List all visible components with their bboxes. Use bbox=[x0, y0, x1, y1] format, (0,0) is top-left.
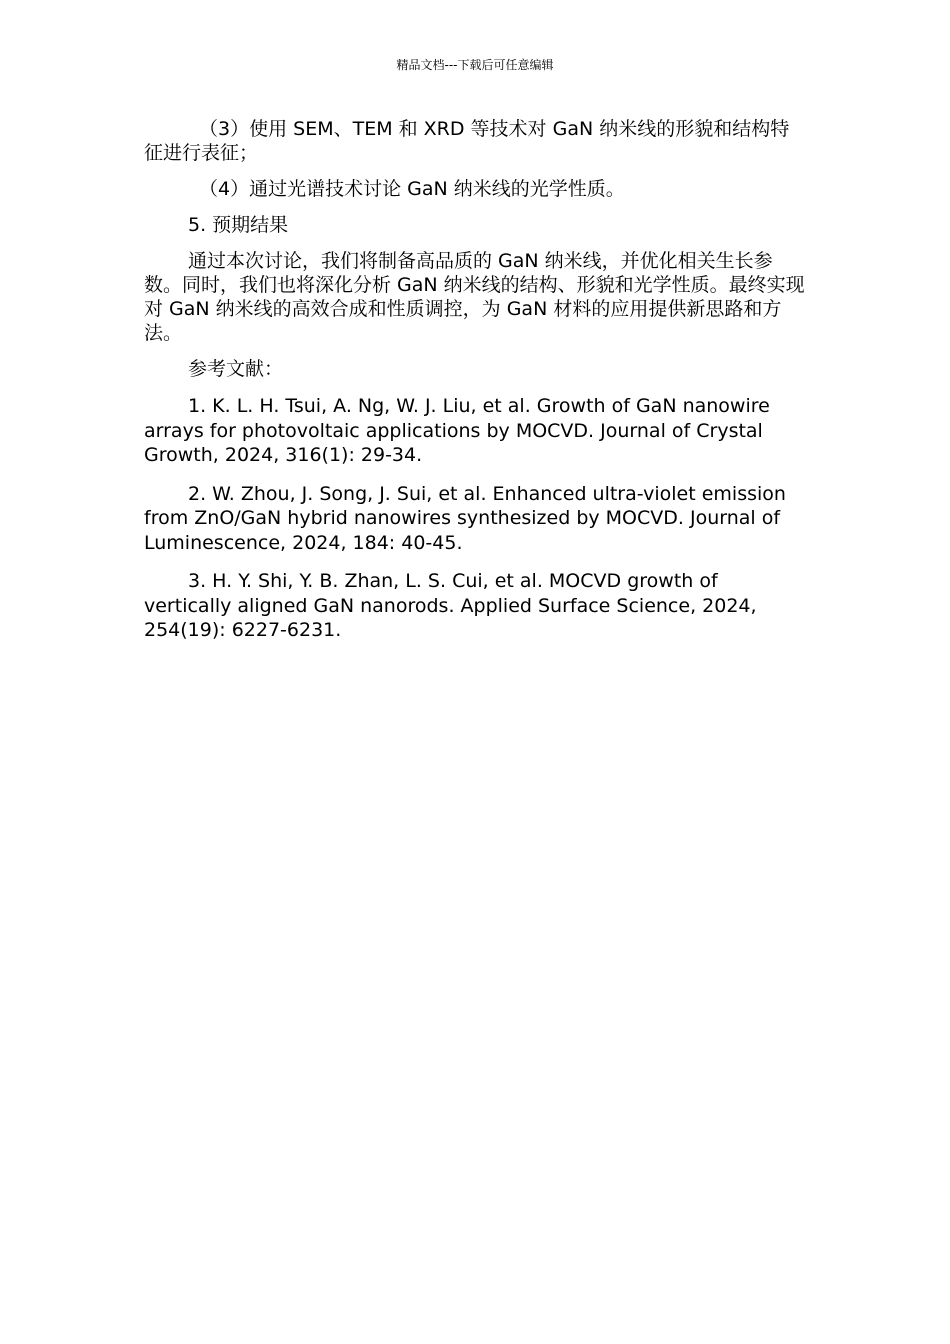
section-heading-expected-results: 5. 预期结果 bbox=[188, 214, 289, 236]
references-heading: 参考文献： bbox=[188, 358, 284, 380]
list-item-4: （4）通过光谱技术讨论 GaN 纳米线的光学性质。 bbox=[199, 178, 625, 200]
document-body bbox=[144, 117, 806, 643]
reference-item: 1. K. L. H. Tsui, A. Ng, W. J. Liu, et al. Growth of GaN nanowire arrays for photovoltaic applications by MOCVD. Journal of Crystal Growth, 2024, 316(1): 29-34. bbox=[144, 395, 770, 466]
page-header: 精品文档---下载后可任意编辑 bbox=[396, 58, 554, 72]
reference-item: 3. H. Y. Shi, Y. B. Zhan, L. S. Cui, et al. MOCVD growth of vertically aligned GaN nanorods. Applied Surface Science, 2024, 254(19): 6227-6231. bbox=[144, 570, 757, 641]
reference-item: 2. W. Zhou, J. Song, J. Sui, et al. Enhanced ultra-violet emission from ZnO/GaN hybrid nanowires synthesized by MOCVD. Journal of Luminescence, 2024, 184: 40-45. bbox=[144, 482, 786, 554]
list-item-3: （3）使用 SEM、TEM 和 XRD 等技术对 GaN 纳米线的形貌和结构特征进行表征； bbox=[144, 118, 790, 164]
expected-results-paragraph: 通过本次讨论，我们将制备高品质的 GaN 纳米线，并优化相关生长参数。同时，我们也将深化分析 GaN 纳米线的结构、形貌和光学性质。最终实现对 GaN 纳米线的高效合成和性质调控，为 GaN 材料的应用提供新思路和方法。 bbox=[144, 250, 805, 344]
